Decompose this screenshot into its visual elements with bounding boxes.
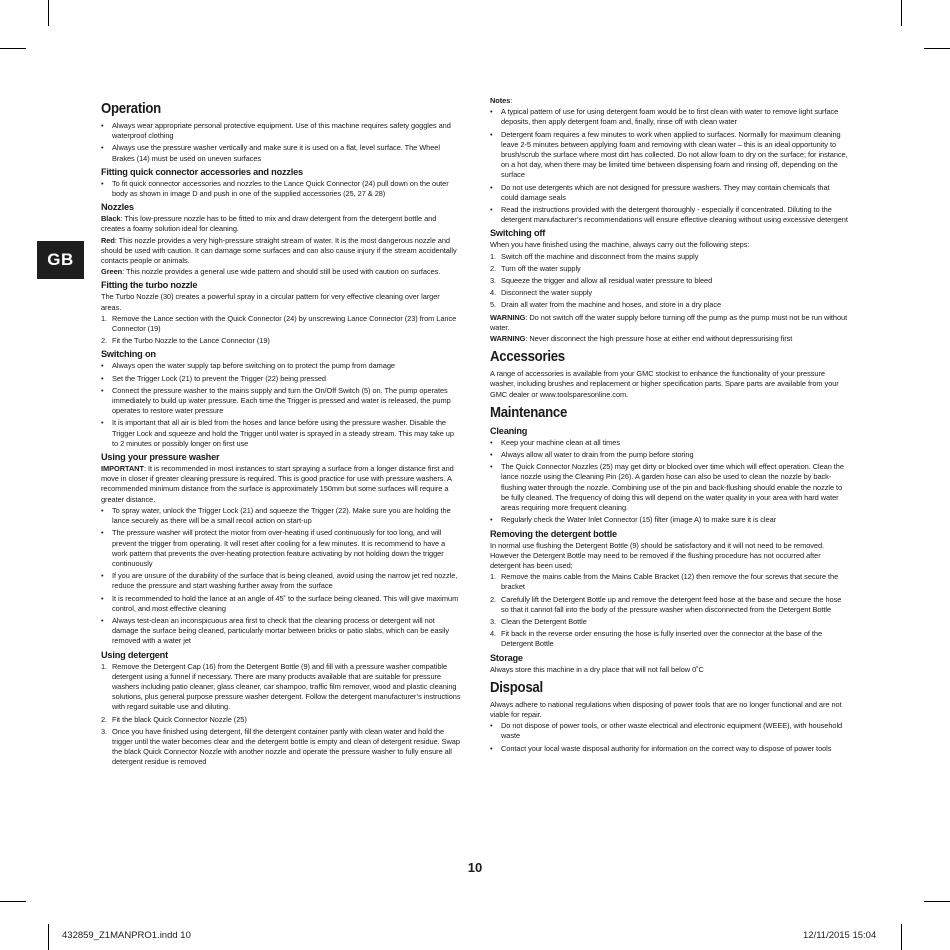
- disposal-text: Always adhere to national regulations when disposing of power tools that are no longer functional and are not viable for repair.: [490, 699, 842, 719]
- storage-heading: Storage: [490, 652, 523, 663]
- list-item: 1. Switch off the machine and disconnect from the mains supply: [490, 251, 699, 261]
- using-detergent-heading: Using detergent: [101, 649, 168, 660]
- removing-intro: In normal use flushing the Detergent Bottle (9) should be satisfactory and it will not need to be removed. However the Detergent Bottle may need to be removed if the flushing procedure has not occurred after detergent has been used;: [490, 540, 825, 570]
- list-item: 3. Clean the Detergent Bottle: [490, 616, 587, 626]
- list-item: • Detergent foam requires a few minutes to work when applied to surfaces. Normally for maximum cleaning leave 2-5 minutes between applying foam and removing with clean water – this is an ideal opportunity to brush/scrub the surface where most dirt has collected. Do not allow foam to dry on the surface; for instance, on a hot day, when there may be limited time between dispensing foam and rinsing off, depending on the surface: [490, 129, 848, 180]
- list-item: • Always use the pressure washer vertically and make sure it is used on a flat, level surface. The Wheel Brakes (14) must be used on uneven surfaces: [101, 143, 440, 163]
- crop-mark: [48, 0, 49, 26]
- list-item: 2. Carefully lift the Detergent Bottle up and remove the detergent feed hose at the base and secure the hose so that it cannot fall into the body of the pressure washer when disconnected from the Detergent Bottle: [490, 594, 842, 614]
- notes-list: [490, 107, 848, 225]
- list-item: • Set the Trigger Lock (21) to prevent the Trigger (22) being pressed: [101, 373, 326, 383]
- using-washer-heading: Using your pressure washer: [101, 452, 220, 463]
- list-item: • It is important that all air is bled from the hoses and lance before using the pressure washer. Disable the Trigger Lock and squeeze and hold the Trigger until water is sprayed in a steady stream. This may take up to 2 minutes or possibly longer on first use: [101, 418, 454, 448]
- list-item: • To fit quick connector accessories and nozzles to the Lance Quick Connector (24) pull down on the outer body as shown in image D and push in one of the supplied accessories (25, 27 & 28): [101, 178, 449, 199]
- list-item: • Always allow all water to drain from the pump before storing: [490, 450, 694, 460]
- crop-mark: [924, 901, 950, 902]
- operation-list: [101, 121, 461, 164]
- list-item: • Regularly check the Water Inlet Connector (15) filter (image A) to make sure it is clear: [490, 515, 777, 525]
- list-item: • The pressure washer will protect the motor from over-heating if used continuously for too long, and will prevent the trigger from operating. It will reset after cooling for a few minutes. It is recommend to have a work pattern that prevents the over-heating protection feature activating by not holding down the trigger continuously: [101, 528, 446, 568]
- using-detergent-steps: [101, 662, 461, 768]
- fitting-quick-list: [101, 179, 461, 199]
- language-tab: GB: [37, 241, 84, 279]
- crop-mark: [901, 924, 902, 950]
- switching-off-steps: [490, 252, 848, 311]
- list-item: • It is recommended to hold the lance at an angle of 45˚ to the surface being cleaned. This will give maximum control, and most effective cleaning: [101, 593, 459, 613]
- accessories-heading: Accessories: [490, 348, 565, 366]
- list-item: 4. Fit back in the reverse order ensuring the hose is fully inserted over the connector at the base of the Detergent Bottle: [490, 629, 823, 649]
- list-item: • Always open the water supply tap before switching on to protect the pump from damage: [101, 361, 395, 371]
- removing-heading: Removing the detergent bottle: [490, 528, 617, 539]
- nozzle-green: Green: This nozzle provides a general use wide pattern and should still be used with caution on surfaces.: [101, 267, 441, 277]
- nozzle-black: Black: This low-pressure nozzle has to be fitted to mix and draw detergent from the detergent bottle and creates a foamy solution ideal for cleaning.: [101, 214, 437, 234]
- operation-heading: Operation: [101, 100, 161, 117]
- switching-on-list: [101, 361, 461, 449]
- nozzles-heading: Nozzles: [101, 202, 134, 213]
- cleaning-list: [490, 438, 848, 526]
- list-item: • Keep your machine clean at all times: [490, 437, 620, 447]
- crop-mark: [924, 48, 950, 49]
- crop-mark: [901, 0, 902, 26]
- list-item: 1. Remove the Lance section with the Quick Connector (24) by unscrewing Lance Connector (23) from Lance Connector (19): [101, 313, 457, 334]
- list-item: 1. Remove the Detergent Cap (16) from the Detergent Bottle (9) and fill with a pressure washer compatible detergent using a funnel if necessary. There are many products available that are suitable for pressure washers including patio cleaner, glass cleaner, car shampoo, traffic film remover, wood and plastic cleaning solutions, plus general purpose pressure washer detergent. Follow the detergent manufacturer’s instructions with regard suitable use and diluting.: [101, 661, 461, 712]
- crop-mark: [0, 48, 26, 49]
- switching-on-heading: Switching on: [101, 349, 156, 360]
- turbo-intro: The Turbo Nozzle (30) creates a powerful spray in a circular pattern for very effective cleaning over larger areas.: [101, 292, 440, 312]
- warning-note: WARNING: Do not switch off the water supply before turning off the pump as the pump must not be run without water.: [490, 312, 848, 332]
- removing-steps: [490, 572, 848, 649]
- maintenance-heading: Maintenance: [490, 403, 568, 421]
- list-item: 1. Remove the mains cable from the Mains Cable Bracket (12) then remove the four screws that secure the bracket: [490, 572, 839, 592]
- list-item: 4. Disconnect the water supply: [490, 288, 593, 298]
- list-item: 2. Fit the black Quick Connector Nozzle (25): [101, 714, 247, 724]
- crop-mark: [0, 901, 26, 902]
- left-column: [101, 96, 461, 770]
- crop-mark: [48, 924, 49, 950]
- fitting-quick-heading: Fitting quick connector accessories and nozzles: [101, 166, 303, 177]
- using-washer-list: [101, 506, 461, 647]
- list-item: • Read the instructions provided with the detergent thoroughly - especially if concentrated. Diluting to the detergent manufacturer’s recommendations will ensure effective cleaning without using excessive detergent: [490, 205, 848, 225]
- right-column: [490, 96, 848, 756]
- list-item: • If you are unsure of the durability of the surface that is being cleaned, avoid using the narrow jet red nozzle, reduce the pressure and start washing further away from the surface: [101, 571, 458, 591]
- important-note: IMPORTANT: It is recommended in most instances to start spraying a surface from a longer distance first and move in closer if greater cleaning pressure is required. This is good practice for use with pressure washers. A recommended minimum distance from the surface is approximately 150mm but some surfaces will require a greater distance.: [101, 464, 454, 504]
- warning-note: WARNING: Never disconnect the high pressure hose at either end without depressurising first: [490, 334, 793, 344]
- list-item: • Connect the pressure washer to the mains supply and turn the On/Off Switch (5) on. The pump operates immediately to build up water pressure. Each time the Trigger is pressed and water is released, the pump operates to restore water pressure: [101, 385, 451, 416]
- list-item: • To spray water, unlock the Trigger Lock (21) and squeeze the Trigger (22). Make sure you are holding the lance securely as there will be a small recoil action on start-up: [101, 505, 451, 526]
- list-item: • Always wear appropriate personal protective equipment. Use of this machine requires safety goggles and waterproof clothing: [101, 121, 451, 141]
- list-item: • Do not use detergents which are not designed for pressure washers. They may contain chemicals that could damage seals: [490, 182, 830, 202]
- list-item: • The Quick Connector Nozzles (25) may get dirty or blocked over time which will effect operation. Clean the lance nozzle using the Cleaning Pin (26). A garden hose can also be used to clean the nozzle by back-flushing water through the nozzle. Combining use of the pin and back-flushing should enable the nozzle to be fully cleaned. The frequency of doing this will depend on the water quality in your area with hard water areas requiring more frequent cleaning.: [490, 462, 844, 513]
- list-item: • Contact your local waste disposal authority for information on the correct way to dispose of power tools: [490, 743, 832, 753]
- disposal-list: [490, 721, 848, 754]
- switching-off-intro: When you have finished using the machine, always carry out the following steps:: [490, 240, 750, 250]
- footer-filename: 432859_Z1MANPRO1.indd 10: [62, 930, 191, 941]
- list-item: 5. Drain all water from the machine and hoses, and store in a dry place: [490, 300, 722, 310]
- nozzle-red: Red: This nozzle provides a very high-pressure straight stream of water. It is the most dangerous nozzle and should be used with caution. It can damage some surfaces and can also cause injury if the stream accidentally contacts people or animals.: [101, 235, 457, 266]
- list-item: • Always test-clean an inconspicuous area first to check that the cleaning process or detergent will not damage the surface being cleaned, particularly mortar between bricks or patio slabs, which can be easily removed with a water jet: [101, 615, 450, 646]
- list-item: • Do not dispose of power tools, or other waste electrical and electronic equipment (WEEE), with household waste: [490, 721, 843, 741]
- accessories-text: A range of accessories is available from your GMC stockist to enhance the functionality of your pressure washer, including brushes and replacement or higher specification parts. Spare parts are available from your GMC dealer or www.toolsparesonline.com.: [490, 369, 839, 399]
- turbo-heading: Fitting the turbo nozzle: [101, 280, 198, 291]
- footer-timestamp: 12/11/2015 15:04: [803, 930, 877, 941]
- list-item: 3. Squeeze the trigger and allow all residual water pressure to bleed: [490, 276, 713, 286]
- page-number: 10: [467, 860, 483, 875]
- switching-off-heading: Switching off: [490, 228, 546, 239]
- storage-text: Always store this machine in a dry place that will not fall below 0˚C: [490, 664, 704, 674]
- list-item: 3. Once you have finished using detergent, fill the detergent container partly with clean water and hold the trigger until the water becomes clear and the detergent bottle is empty and clean of detergent residue. Swap the black Quick Connector Nozzle with another nozzle and operate the pressure washer to fully ensure all detergent residue is removed: [101, 726, 460, 767]
- list-item: 2. Turn off the water supply: [490, 263, 581, 273]
- list-item: • A typical pattern of use for using detergent foam would be to first clean with water to remove light surface deposits, then apply detergent foam and, finally, rinse off with clean water: [490, 107, 839, 127]
- disposal-heading: Disposal: [490, 678, 543, 696]
- list-item: 2. Fit the Turbo Nozzle to the Lance Connector (19): [101, 336, 270, 346]
- cleaning-heading: Cleaning: [490, 425, 528, 436]
- notes-heading: Notes:: [490, 96, 513, 105]
- turbo-steps: [101, 314, 461, 347]
